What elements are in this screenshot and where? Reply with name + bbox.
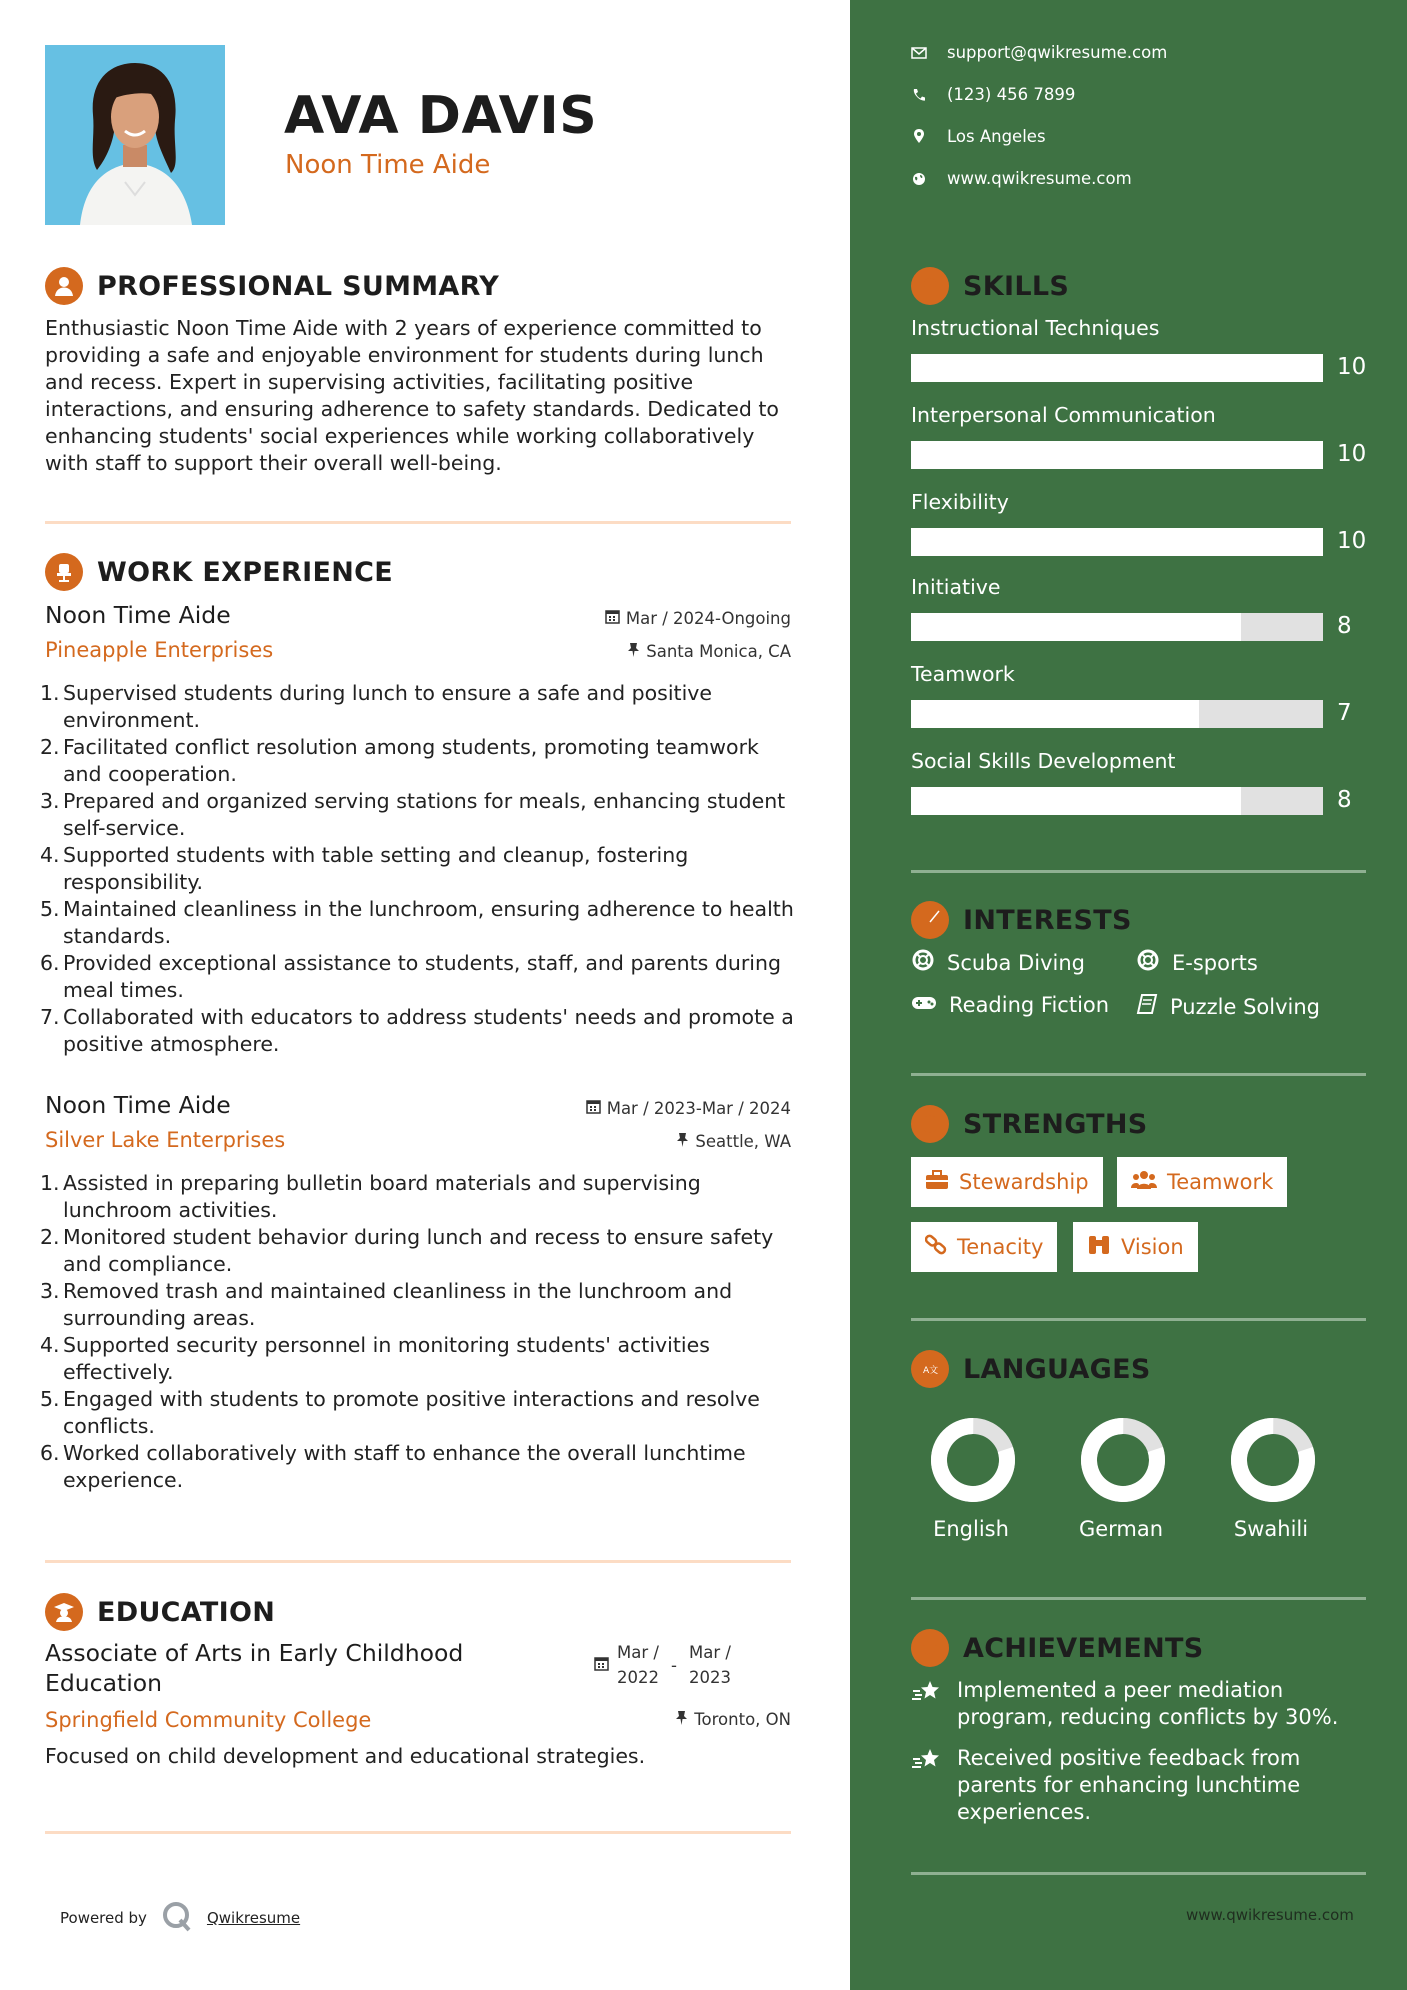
interest-item: E-sports: [1136, 948, 1258, 977]
envelope-icon: [911, 47, 927, 59]
job-date-text: Mar / 2023-Mar / 2024: [606, 1099, 791, 1118]
languages-heading: [911, 1350, 1151, 1388]
skill-name: Initiative: [911, 575, 1001, 599]
globe-icon: [911, 172, 927, 186]
calendar-icon: [594, 1653, 609, 1678]
section-divider: [911, 1318, 1366, 1321]
education-date-sep: -: [671, 1655, 677, 1675]
skill-name: Interpersonal Communication: [911, 403, 1216, 427]
achievements-title: ACHIEVEMENTS: [963, 1632, 1204, 1664]
phone-icon: [911, 88, 927, 102]
profile-photo: [45, 45, 225, 225]
language-ring: [1223, 1410, 1323, 1514]
brand-link[interactable]: Qwikresume: [206, 1909, 301, 1927]
job-location: [676, 1132, 791, 1151]
achievement-item: Implemented a peer mediation program, reducing conflicts by 30%.: [911, 1677, 1351, 1731]
list-item: 4. Supported security personnel in monitoring students' activities effectively.: [40, 1333, 710, 1384]
strength-badge: Stewardship: [911, 1157, 1103, 1207]
powered-by: [60, 1900, 300, 1936]
list-item: 4. Supported students with table setting and cleanup, fostering responsibility.: [40, 843, 689, 894]
list-item: 2. Facilitated conflict resolution among students, promoting teamwork and cooperation.: [40, 735, 759, 786]
strengths-title: STRENGTHS: [963, 1108, 1148, 1140]
gamepad-icon: [911, 993, 937, 1017]
contact-location: Los Angeles: [911, 127, 1046, 146]
language-name: German: [1078, 1517, 1164, 1541]
candidate-name: AVA DAVIS: [284, 86, 598, 146]
skill-value: 8: [1337, 613, 1352, 639]
list-item: 7. Collaborated with educators to address students' needs and promote a positive atmosphere.: [40, 1005, 794, 1056]
language-ring: [1073, 1410, 1173, 1514]
education-date-end: Mar / 2023: [688, 1643, 731, 1687]
achievement-item: Received positive feedback from parents for enhancing lunchtime experiences.: [911, 1745, 1351, 1826]
section-divider: [45, 1560, 791, 1563]
skill-bar-fill: [911, 441, 1323, 469]
list-item: 6. Worked collaboratively with staff to enhance the overall lunchtime experience.: [40, 1441, 746, 1492]
translate-icon: [911, 1350, 949, 1388]
job-company: Pineapple Enterprises: [45, 638, 274, 662]
users-icon: [1131, 1170, 1157, 1195]
interest-item: Puzzle Solving: [1136, 993, 1320, 1020]
language-ring-fill: [1230, 1417, 1316, 1503]
powered-by-label: Powered by: [60, 1909, 147, 1927]
shooting-star-icon: [911, 1745, 943, 1826]
list-item: 5. Maintained cleanliness in the lunchroom, ensuring adherence to health standards.: [40, 897, 794, 948]
briefcase-chair-icon: [45, 553, 83, 591]
language-ring-fill: [930, 1417, 1016, 1503]
skill-name: Instructional Techniques: [911, 316, 1160, 340]
strength-badge: Tenacity: [911, 1222, 1057, 1272]
skills-heading: [911, 267, 1069, 305]
language-name: Swahili: [1233, 1517, 1309, 1541]
summary-title: PROFESSIONAL SUMMARY: [97, 270, 500, 302]
job-location: [627, 642, 791, 661]
link-icon: [925, 1234, 947, 1261]
book-icon: [1136, 993, 1158, 1020]
calendar-icon: [586, 1099, 601, 1118]
section-divider: [911, 1073, 1366, 1076]
skill-value: 10: [1337, 528, 1367, 554]
qwikresume-logo-icon: [161, 1900, 193, 1936]
skill-bar: [911, 787, 1323, 815]
job-bullets: [40, 1170, 800, 1494]
map-pin-icon: [911, 129, 927, 144]
strengths-heading: [911, 1105, 1148, 1143]
skill-name: Flexibility: [911, 490, 1009, 514]
strength-badge: Vision: [1073, 1222, 1198, 1272]
briefcase-icon: [925, 1170, 949, 1195]
language-ring-fill: [1080, 1417, 1166, 1503]
education-description: Focused on child development and educational strategies.: [45, 1744, 646, 1768]
contact-email[interactable]: support@qwikresume.com: [911, 43, 1167, 62]
education-location-text: Toronto, ON: [694, 1710, 791, 1729]
languages-title: LANGUAGES: [963, 1353, 1151, 1385]
education-date: [594, 1640, 731, 1690]
skill-bar: [911, 354, 1323, 382]
summary-heading: [45, 267, 499, 305]
education-heading: [45, 1593, 275, 1631]
job-title: Noon Time Aide: [45, 601, 231, 629]
calendar-icon: [605, 609, 620, 628]
lifebuoy-icon: [1136, 948, 1160, 977]
section-divider: [911, 1872, 1366, 1875]
skill-bar-fill: [911, 787, 1241, 815]
education-date-start: Mar / 2022: [617, 1643, 659, 1687]
shooting-star-icon: [911, 1677, 943, 1731]
achievements-heading: [911, 1629, 1204, 1667]
interests-title: INTERESTS: [963, 904, 1132, 936]
list-item: 3. Removed trash and maintained cleanliness in the lunchroom and surrounding areas.: [40, 1279, 733, 1330]
list-item: 2. Monitored student behavior during lunch and recess to ensure safety and compliance.: [40, 1225, 774, 1276]
experience-title: WORK EXPERIENCE: [97, 556, 393, 588]
graduate-icon: [45, 1593, 83, 1631]
skill-value: 10: [1337, 441, 1367, 467]
contact-phone[interactable]: (123) 456 7899: [911, 85, 1075, 104]
section-divider: [45, 1831, 791, 1834]
skill-bar-fill: [911, 354, 1323, 382]
list-item: 1. Supervised students during lunch to ensure a safe and positive environment.: [40, 681, 713, 732]
education-location: [675, 1710, 791, 1729]
skill-name: Social Skills Development: [911, 749, 1176, 773]
star-badge-icon: [911, 1629, 949, 1667]
contact-website[interactable]: www.qwikresume.com: [911, 169, 1132, 188]
footer-website[interactable]: www.qwikresume.com: [1186, 1906, 1354, 1924]
experience-heading: [45, 553, 393, 591]
list-item: 3. Prepared and organized serving stations for meals, enhancing student self-service.: [40, 789, 786, 840]
skill-bar-fill: [911, 528, 1323, 556]
list-item: 1. Assisted in preparing bulletin board materials and supervising lunchroom activities.: [40, 1171, 701, 1222]
skill-bar: [911, 700, 1323, 728]
skill-bar-fill: [911, 700, 1199, 728]
section-divider: [911, 870, 1366, 873]
education-degree: Associate of Arts in Early Childhood Education: [45, 1639, 464, 1697]
list-item: 6. Provided exceptional assistance to students, staff, and parents during meal times.: [40, 951, 781, 1002]
language-ring: [923, 1410, 1023, 1514]
job-location-text: Seattle, WA: [695, 1132, 791, 1151]
skill-bar: [911, 613, 1323, 641]
job-bullets: [40, 680, 800, 1058]
pin-icon: [675, 1710, 688, 1729]
list-item: 5. Engaged with students to promote positive interactions and resolve conflicts.: [40, 1387, 760, 1438]
skill-value: 7: [1337, 700, 1352, 726]
skills-title: SKILLS: [963, 270, 1070, 302]
job-date-text: Mar / 2024-Ongoing: [625, 609, 791, 628]
paper-plane-icon: [911, 901, 949, 939]
job-title: Noon Time Aide: [45, 1091, 231, 1119]
summary-text: Enthusiastic Noon Time Aide with 2 years of experience committed to providing a safe and enjoyable environment for students during lunch and recess. Expert in supervising activities, facilitating positive interactions, and ensuring adherence to safety standards. Dedicated to enhancing students' social experiences while working collaboratively with staff to support their overall well-being.: [45, 316, 779, 475]
strength-badge: Teamwork: [1117, 1157, 1287, 1207]
lifebuoy-icon: [911, 948, 935, 977]
fist-icon: [911, 1105, 949, 1143]
interests-heading: [911, 901, 1132, 939]
skill-bar: [911, 528, 1323, 556]
interest-item: Reading Fiction: [911, 993, 1109, 1017]
skill-value: 8: [1337, 787, 1352, 813]
skill-name: Teamwork: [911, 662, 1015, 686]
job-company: Silver Lake Enterprises: [45, 1128, 286, 1152]
user-icon: [45, 267, 83, 305]
svg-text:A文: A文: [923, 1366, 939, 1376]
lightbulb-icon: [911, 267, 949, 305]
job-date: [586, 1099, 791, 1118]
binoculars-icon: [1087, 1234, 1111, 1261]
language-name: English: [933, 1517, 1009, 1541]
skill-value: 10: [1337, 354, 1367, 380]
interest-item: Scuba Diving: [911, 948, 1085, 977]
skill-bar-fill: [911, 613, 1241, 641]
education-title: EDUCATION: [97, 1596, 276, 1628]
section-divider: [45, 521, 791, 524]
section-divider: [911, 1597, 1366, 1600]
candidate-title: Noon Time Aide: [285, 150, 491, 180]
job-location-text: Santa Monica, CA: [646, 642, 791, 661]
job-date: [605, 609, 791, 628]
skill-bar: [911, 441, 1323, 469]
pin-icon: [627, 642, 640, 661]
pin-icon: [676, 1132, 689, 1151]
education-school: Springfield Community College: [45, 1708, 372, 1732]
